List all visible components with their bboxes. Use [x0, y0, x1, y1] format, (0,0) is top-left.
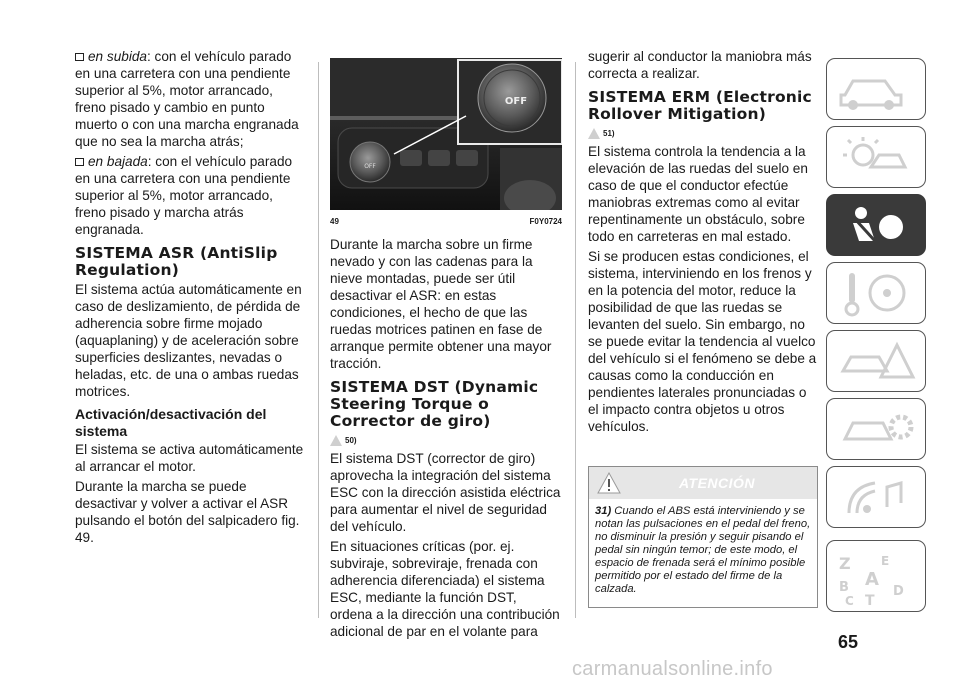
warning-text: Cuando el ABS está interviniendo y se notan las pulsaciones en el pedal del freno, no disminuir la presión y seguir pisando el pedal sin ningún temor; de este modo, el espacio de frenada será el mínimo posible permitido por el estado del firme de la calzada. [595, 505, 811, 595]
index-letter-d: D [893, 584, 904, 599]
tab-maintenance[interactable] [826, 398, 926, 460]
heading-asr: SISTEMA ASR (AntiSlip Regulation) [75, 244, 278, 279]
warning-box [588, 466, 818, 608]
bullet-uphill-lead: en subida [88, 49, 147, 64]
index-alphabet-icon [835, 547, 919, 607]
heading-dst: SISTEMA DST (Dynamic Steering Torque o Corrector de giro) [330, 378, 539, 430]
paragraph-dst-2: En situaciones críticas (por. ej. subviraje, sobreviraje, frenada con adherencia diferenciada) el sistema ESC, mediante la función DST, ordena a la dirección una contribución adicional de par en el volante para [330, 539, 560, 639]
reference-51 [588, 125, 818, 142]
heading-erm: SISTEMA ERM (Electronic Rollover Mitigation) [588, 88, 812, 123]
warning-header [589, 467, 817, 499]
tab-warning-lights[interactable] [826, 126, 926, 188]
paragraph-asr-snow: Durante la marcha sobre un firme nevado y con las cadenas para la nieve montadas, puede ser útil desactivar el ASR: en estas condiciones, el hecho de que las ruedas motrices patinen en fase de arranque permite obtener una mayor tracción. [330, 237, 552, 371]
index-letter-b: B [839, 580, 849, 595]
column-left [75, 48, 305, 549]
tab-safety[interactable] [826, 194, 926, 256]
reference-50-number: 50) [345, 436, 357, 445]
paragraph-continued: sugerir al conductor la maniobra más correcta a realizar. [588, 49, 812, 81]
bullet-uphill-text: : con el vehículo parado en una carretera con una pendiente superior al 5%, motor arrancado, freno pisado y cambio en punto muerto o con una marcha engranada que no sea la marcha atrás; [75, 49, 299, 149]
column-right [588, 48, 818, 438]
paragraph-dst-1: El sistema DST (corrector de giro) aprovecha la integración del sistema ESC con la dirección asistida eléctrica para aumentar el nivel de seguridad del vehículo. [330, 451, 561, 534]
warning-lights-icon [835, 133, 919, 181]
tab-starting-driving[interactable] [826, 262, 926, 324]
paragraph-erm-1: El sistema controla la tendencia a la elevación de las ruedas del suelo en caso de que el conductor efectúe maniobras extremas como al evitar repentinamente un obstáculo, sobre todo en carreteras en mal estado. [588, 144, 808, 244]
index-letter-z: Z [839, 554, 851, 573]
dashboard-photo-illustration [330, 58, 562, 210]
figure-number: 49 [330, 217, 339, 226]
multimedia-icon [835, 473, 919, 521]
column-divider [318, 62, 319, 618]
paragraph-erm-2: Si se producen estas condiciones, el sistema, interviniendo en los frenos y en la potencia del motor, reduce la posibilidad de que las ruedas se levanten del suelo. Sin embargo, no se puede evitar la tendencia al vuelco del vehículo si el fenómeno se debe a causas como la conducción en pendientes laterales pronunciadas o el impacto contra objetos u otros vehículos. [588, 249, 817, 434]
tab-alphabetical-index[interactable] [826, 540, 926, 612]
paragraph-activation-2: Durante la marcha se puede desactivar y volver a activar el ASR pulsando el botón del salpicadero fig. 49. [75, 479, 300, 545]
warning-title: ATENCIÓN [678, 475, 756, 491]
tab-dashboard[interactable] [826, 58, 926, 120]
checkbox-bullet-icon [75, 158, 84, 166]
index-letter-e: E [881, 554, 890, 568]
steering-key-icon [835, 269, 919, 317]
bullet-downhill-text: : con el vehículo parado en una carretera con una pendiente superior al 5%, motor arrancado, freno pisado y marcha atrás engranada. [75, 154, 293, 237]
index-letter-t: T [865, 593, 875, 607]
caution-triangle-icon [597, 472, 621, 494]
warning-number: 31) [595, 505, 612, 517]
column-divider [575, 62, 576, 618]
paragraph-activation-1: El sistema se activa automáticamente al arrancar el motor. [75, 442, 304, 474]
watermark: carmanualsonline.info [572, 658, 773, 680]
emergency-icon [835, 337, 919, 385]
warning-triangle-icon [588, 128, 600, 139]
reference-51-number: 51) [603, 129, 615, 138]
paragraph-asr: El sistema actúa automáticamente en caso de deslizamiento, de pérdida de adherencia sobre firme mojado (aquaplaning) y de aceleración sobre superficies deslizantes, nevadas o heladas, etc. de una o ambas ruedas motrices. [75, 282, 302, 399]
bullet-downhill [75, 153, 305, 238]
figure-code: F0Y0724 [529, 217, 562, 226]
checkbox-bullet-icon [75, 53, 84, 61]
bullet-downhill-lead: en bajada [88, 154, 148, 169]
reference-50 [330, 432, 562, 449]
warning-body [589, 499, 817, 602]
safety-airbag-icon [835, 201, 919, 249]
figure-caption [330, 213, 562, 230]
photo-off-label: OFF [504, 96, 528, 107]
warning-triangle-icon [330, 435, 342, 446]
index-letter-c: C [845, 594, 854, 607]
page-number: 65 [838, 632, 859, 652]
photo-off-label-small: OFF [364, 163, 376, 170]
maintenance-icon [835, 405, 919, 453]
car-dashboard-icon [835, 65, 919, 113]
figure-49-photo [330, 58, 562, 210]
tab-emergency[interactable] [826, 330, 926, 392]
tab-multimedia[interactable] [826, 466, 926, 528]
heading-activation: Activación/desactivación del sistema [75, 406, 267, 439]
column-middle [330, 58, 562, 643]
bullet-uphill [75, 48, 305, 150]
index-letter-a: A [865, 569, 879, 590]
